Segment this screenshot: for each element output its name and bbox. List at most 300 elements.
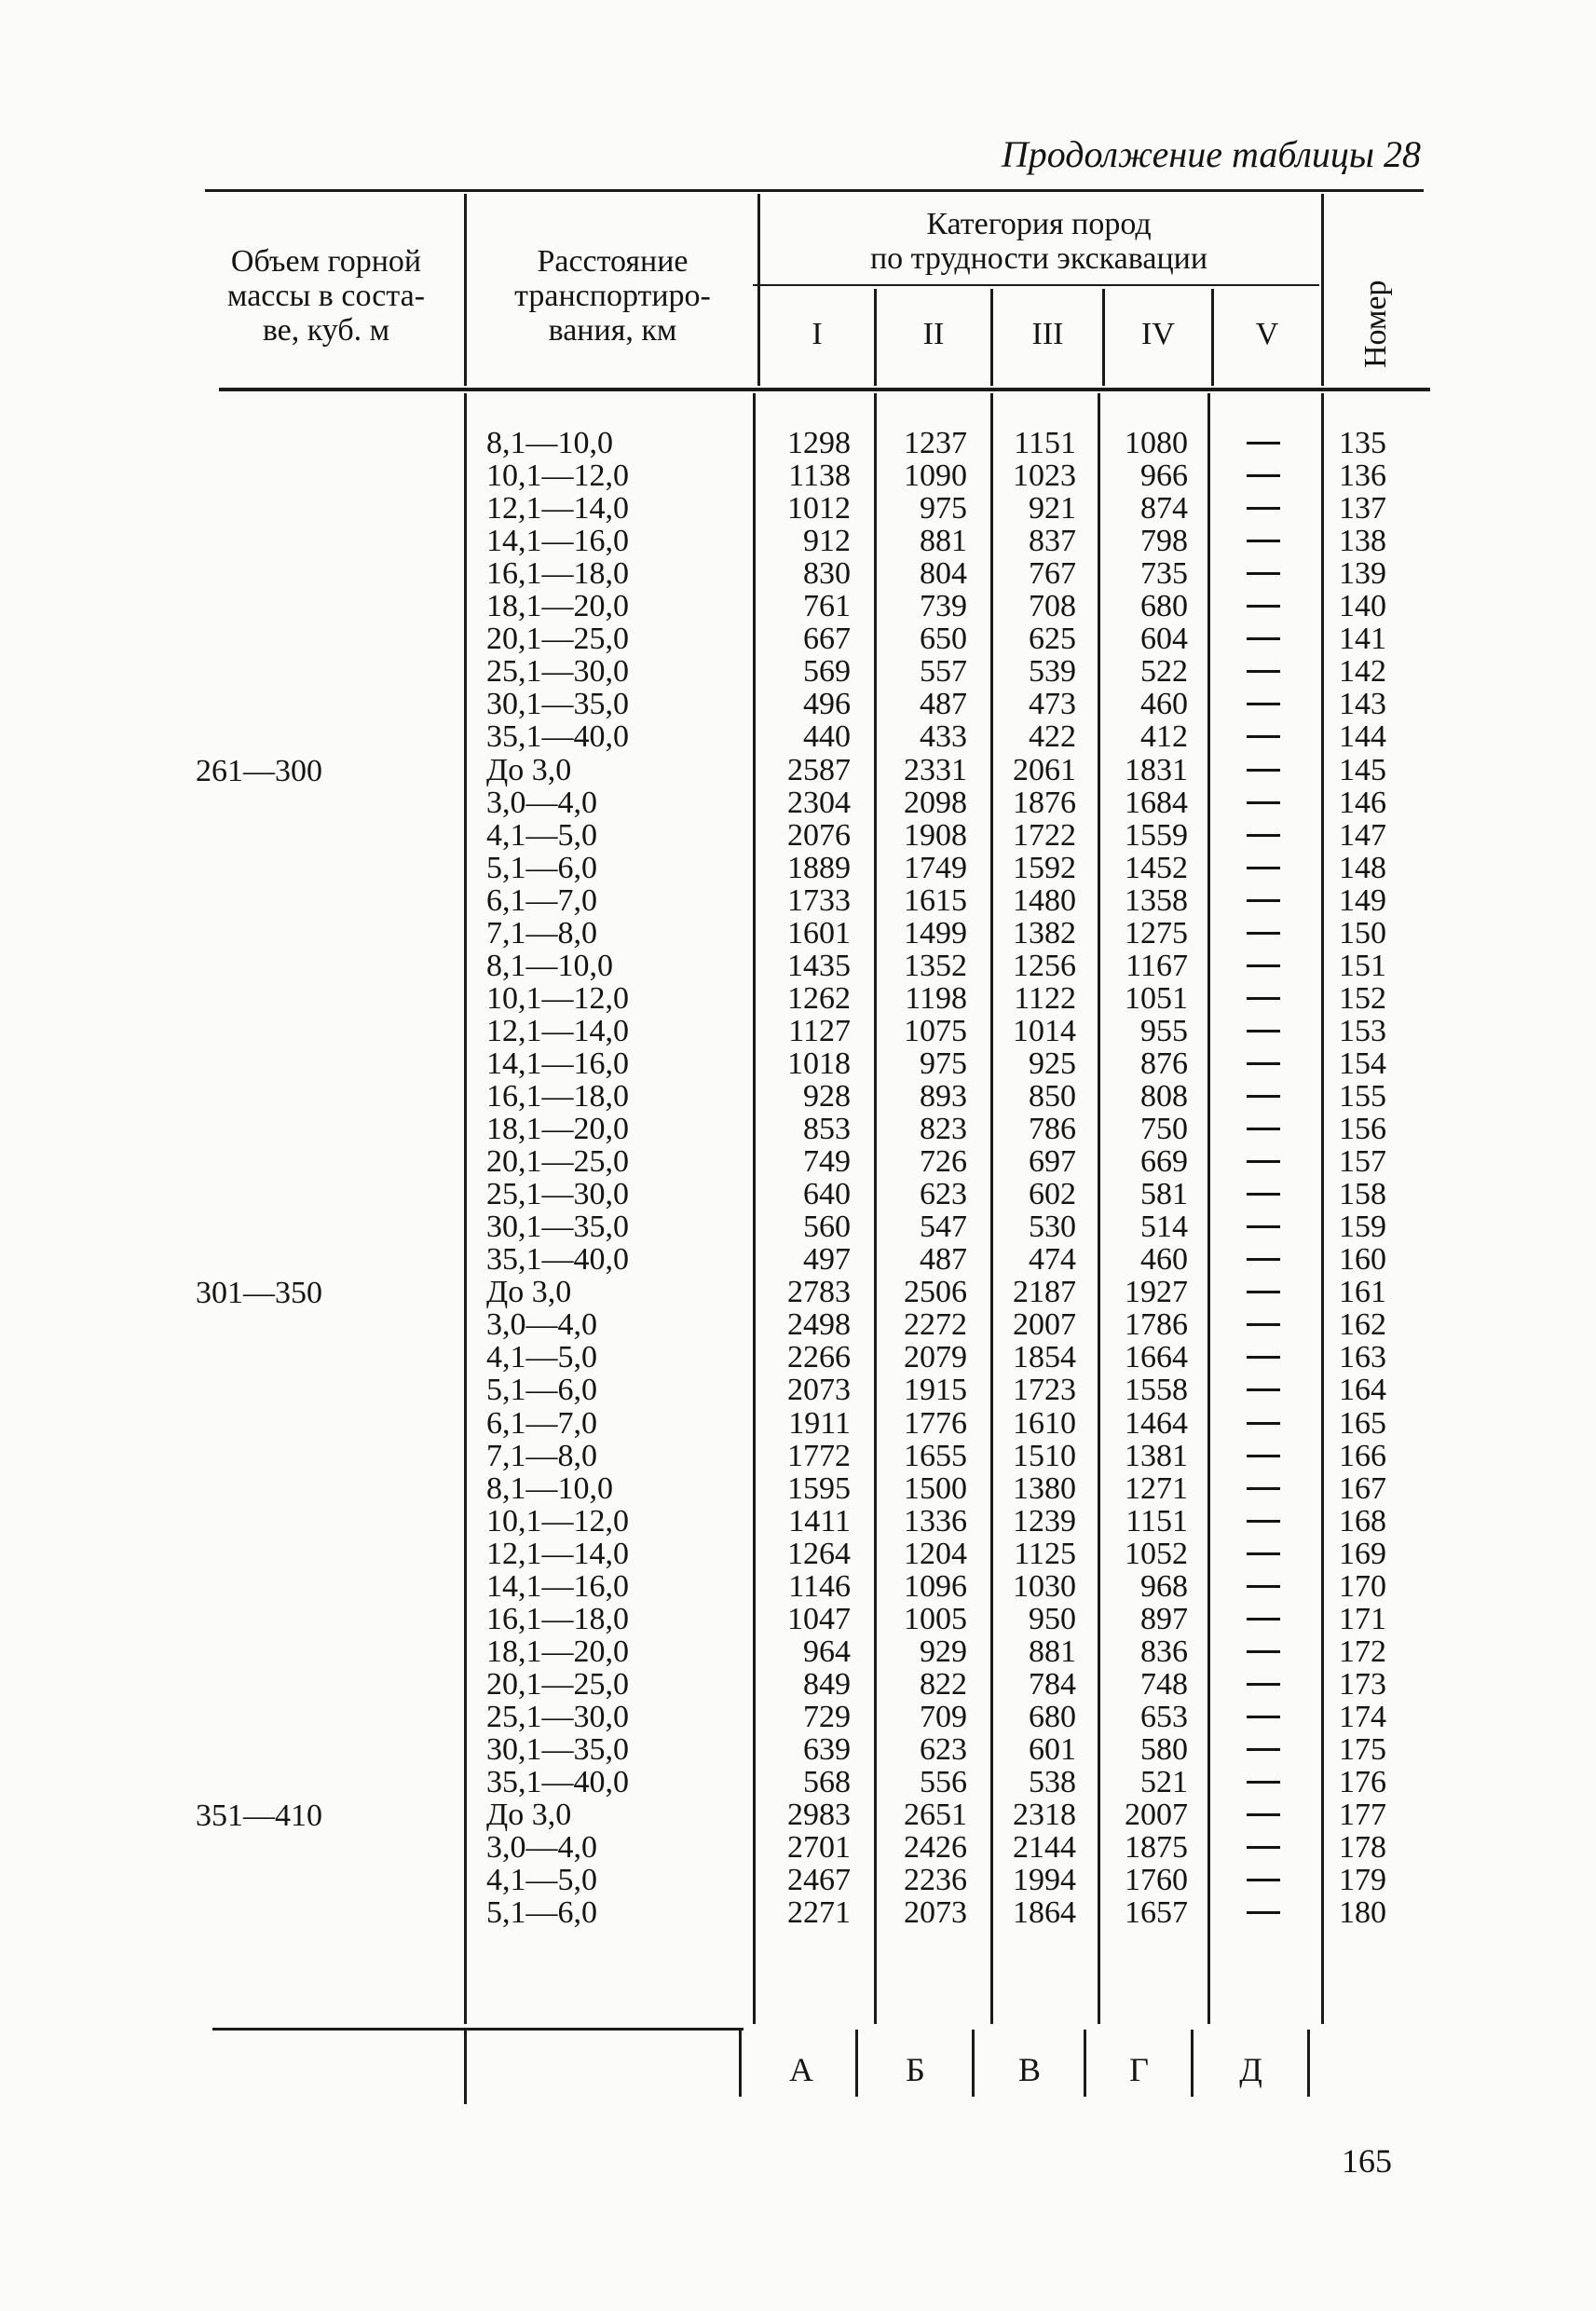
value-cell: 1760 [1125, 1863, 1188, 1897]
row-number: 180 [1339, 1895, 1386, 1930]
row-number: 152 [1339, 981, 1386, 1016]
value-cell: 1722 [1013, 818, 1076, 853]
value-cell: 761 [803, 589, 851, 623]
value-cell: 1776 [904, 1406, 967, 1441]
row-number: 136 [1339, 458, 1386, 493]
value-cell: 786 [1029, 1112, 1076, 1146]
value-cell: 412 [1140, 719, 1188, 754]
distance-cell: 30,1—35,0 [486, 687, 629, 721]
distance-cell: 5,1—6,0 [486, 851, 597, 885]
value-cell: 1908 [904, 818, 967, 853]
row-number: 174 [1339, 1700, 1386, 1734]
header-vline [1321, 194, 1324, 386]
row-number: 155 [1339, 1079, 1386, 1114]
row-number: 141 [1339, 622, 1386, 656]
distance-cell: 10,1—12,0 [486, 458, 629, 493]
value-cell: 1927 [1125, 1275, 1188, 1309]
empty-dash [1247, 637, 1280, 640]
value-cell: 697 [1029, 1144, 1076, 1179]
distance-cell: 4,1—5,0 [486, 818, 597, 853]
value-cell: 1831 [1125, 753, 1188, 787]
empty-dash [1247, 1781, 1280, 1784]
value-cell: 1382 [1013, 916, 1076, 950]
value-cell: 547 [920, 1210, 967, 1244]
value-cell: 2076 [787, 818, 851, 853]
empty-dash [1247, 1650, 1280, 1653]
value-cell: 2587 [787, 753, 851, 787]
empty-dash [1247, 801, 1280, 804]
distance-cell: 8,1—10,0 [486, 949, 613, 983]
value-cell: 1889 [787, 851, 851, 885]
footer-rule [212, 2028, 743, 2031]
value-cell: 1298 [787, 426, 851, 460]
category-header-line: по трудности экскавации [869, 241, 1208, 276]
value-cell: 623 [920, 1732, 967, 1767]
row-number: 165 [1339, 1406, 1386, 1441]
empty-dash [1247, 769, 1280, 772]
value-cell: 487 [920, 1242, 967, 1277]
value-cell: 580 [1140, 1732, 1188, 1767]
value-cell: 1239 [1013, 1504, 1076, 1538]
value-cell: 1592 [1013, 851, 1076, 885]
value-cell: 1167 [1125, 949, 1188, 983]
distance-cell: 14,1—16,0 [486, 524, 629, 558]
value-cell: 822 [920, 1667, 967, 1702]
row-number: 151 [1339, 949, 1386, 983]
row-number: 163 [1339, 1340, 1386, 1374]
body-vline [464, 393, 467, 2024]
category-header-line: Категория пород [926, 207, 1152, 241]
value-cell: 1786 [1125, 1307, 1188, 1342]
value-cell: 2079 [904, 1340, 967, 1374]
value-cell: 1151 [1125, 1504, 1188, 1538]
distance-cell: 35,1—40,0 [486, 1242, 629, 1277]
value-cell: 2073 [787, 1373, 851, 1407]
header-vline [990, 289, 993, 386]
distance-cell: 14,1—16,0 [486, 1046, 629, 1081]
row-number: 138 [1339, 524, 1386, 558]
value-cell: 1723 [1013, 1373, 1076, 1407]
header-vline [1211, 289, 1214, 386]
page-number: 165 [1342, 2142, 1392, 2180]
footer-vline [855, 2030, 858, 2097]
distance-cell: 14,1—16,0 [486, 1569, 629, 1604]
value-cell: 739 [920, 589, 967, 623]
value-cell: 2331 [904, 753, 967, 787]
value-cell: 1772 [787, 1439, 851, 1473]
empty-dash [1247, 932, 1280, 935]
empty-dash [1247, 1422, 1280, 1425]
value-cell: 1452 [1125, 851, 1188, 885]
value-cell: 2073 [904, 1895, 967, 1930]
row-number: 137 [1339, 491, 1386, 526]
value-cell: 955 [1140, 1014, 1188, 1048]
distance-cell: 25,1—30,0 [486, 1700, 629, 1734]
value-cell: 798 [1140, 524, 1188, 558]
value-cell: 1559 [1125, 818, 1188, 853]
distance-cell: 18,1—20,0 [486, 1112, 629, 1146]
value-cell: 1664 [1125, 1340, 1188, 1374]
value-cell: 708 [1029, 589, 1076, 623]
value-cell: 1336 [904, 1504, 967, 1538]
value-cell: 2426 [904, 1830, 967, 1865]
value-cell: 836 [1140, 1634, 1188, 1669]
empty-dash [1247, 540, 1280, 542]
distance-cell: 20,1—25,0 [486, 622, 629, 656]
distance-cell: 10,1—12,0 [486, 1504, 629, 1538]
value-cell: 1876 [1013, 786, 1076, 820]
value-cell: 1023 [1013, 458, 1076, 493]
empty-dash [1247, 735, 1280, 738]
value-cell: 1684 [1125, 786, 1188, 820]
value-cell: 1127 [788, 1014, 851, 1048]
value-cell: 968 [1140, 1569, 1188, 1604]
value-cell: 556 [920, 1765, 967, 1799]
value-cell: 1411 [788, 1504, 851, 1538]
value-cell: 1125 [1014, 1537, 1076, 1571]
empty-dash [1247, 1356, 1280, 1359]
value-cell: 2467 [787, 1863, 851, 1897]
distance-cell: 16,1—18,0 [486, 556, 629, 591]
value-cell: 2651 [904, 1798, 967, 1832]
empty-dash [1247, 1095, 1280, 1098]
value-cell: 1262 [787, 981, 851, 1016]
value-cell: 1018 [787, 1046, 851, 1081]
value-cell: 2061 [1013, 753, 1076, 787]
row-number: 164 [1339, 1373, 1386, 1407]
row-number: 158 [1339, 1177, 1386, 1211]
value-cell: 680 [1029, 1700, 1076, 1734]
value-cell: 830 [803, 556, 851, 591]
value-cell: 874 [1140, 491, 1188, 526]
footer-letter-a: А [789, 2051, 813, 2088]
empty-dash [1247, 1618, 1280, 1620]
volume-header-line: Объем горной [230, 244, 422, 279]
row-number: 148 [1339, 851, 1386, 885]
empty-dash [1247, 1225, 1280, 1228]
distance-header-line: Расстояние [537, 244, 689, 279]
value-cell: 601 [1029, 1732, 1076, 1767]
empty-dash [1247, 899, 1280, 902]
category-header [764, 207, 1314, 276]
footer-letter-g: Г [1129, 2051, 1149, 2088]
value-cell: 2983 [787, 1798, 851, 1832]
distance-cell: 30,1—35,0 [486, 1210, 629, 1244]
category-underline [753, 284, 1319, 286]
header-vline [464, 194, 467, 386]
value-cell: 921 [1029, 491, 1076, 526]
empty-dash [1247, 1552, 1280, 1555]
empty-dash [1247, 834, 1280, 837]
value-cell: 1256 [1013, 949, 1076, 983]
footer-vline [1191, 2030, 1194, 2097]
value-cell: 1146 [788, 1569, 851, 1604]
row-number: 173 [1339, 1667, 1386, 1702]
value-cell: 680 [1140, 589, 1188, 623]
value-cell: 1380 [1013, 1471, 1076, 1506]
footer-vline [464, 2030, 467, 2104]
value-cell: 433 [920, 719, 967, 754]
value-cell: 487 [920, 687, 967, 721]
value-cell: 1615 [904, 883, 967, 918]
value-cell: 1435 [787, 949, 851, 983]
row-number: 159 [1339, 1210, 1386, 1244]
value-cell: 623 [920, 1177, 967, 1211]
empty-dash [1247, 1388, 1280, 1391]
header-vline [874, 289, 877, 386]
row-number: 153 [1339, 1014, 1386, 1048]
empty-dash [1247, 670, 1280, 673]
value-cell: 1014 [1013, 1014, 1076, 1048]
value-cell: 1500 [904, 1471, 967, 1506]
footer-letter-b: Б [906, 2051, 925, 2088]
body-vline [1207, 393, 1210, 2024]
value-cell: 1499 [904, 916, 967, 950]
value-cell: 726 [920, 1144, 967, 1179]
value-cell: 2506 [904, 1275, 967, 1309]
value-cell: 569 [803, 654, 851, 689]
empty-dash [1247, 1585, 1280, 1588]
value-cell: 709 [920, 1700, 967, 1734]
distance-cell: 20,1—25,0 [486, 1144, 629, 1179]
value-cell: 560 [803, 1210, 851, 1244]
value-cell: 667 [803, 622, 851, 656]
row-number: 154 [1339, 1046, 1386, 1081]
empty-dash [1247, 1879, 1280, 1881]
empty-dash [1247, 1846, 1280, 1849]
value-cell: 2783 [787, 1275, 851, 1309]
value-cell: 1358 [1125, 883, 1188, 918]
row-number: 139 [1339, 556, 1386, 591]
value-cell: 897 [1140, 1602, 1188, 1636]
row-number: 168 [1339, 1504, 1386, 1538]
col-header-v: V [1255, 317, 1279, 351]
value-cell: 804 [920, 556, 967, 591]
row-number: 172 [1339, 1634, 1386, 1669]
value-cell: 767 [1029, 556, 1076, 591]
row-number: 144 [1339, 719, 1386, 754]
value-cell: 1096 [904, 1569, 967, 1604]
value-cell: 440 [803, 719, 851, 754]
distance-cell: 25,1—30,0 [486, 654, 629, 689]
row-number: 166 [1339, 1439, 1386, 1473]
value-cell: 1749 [904, 851, 967, 885]
distance-cell: 5,1—6,0 [486, 1895, 597, 1930]
empty-dash [1247, 507, 1280, 510]
value-cell: 640 [803, 1177, 851, 1211]
value-cell: 1657 [1125, 1895, 1188, 1930]
empty-dash [1247, 1030, 1280, 1032]
empty-dash [1247, 1911, 1280, 1914]
value-cell: 1080 [1125, 426, 1188, 460]
value-cell: 1005 [904, 1602, 967, 1636]
value-cell: 1271 [1125, 1471, 1188, 1506]
value-cell: 1237 [904, 426, 967, 460]
volume-header [200, 244, 452, 348]
value-cell: 422 [1029, 719, 1076, 754]
empty-dash [1247, 1683, 1280, 1686]
distance-cell: 3,0—4,0 [486, 1307, 597, 1342]
value-cell: 876 [1140, 1046, 1188, 1081]
value-cell: 1610 [1013, 1406, 1076, 1441]
distance-cell: До 3,0 [486, 1798, 572, 1832]
value-cell: 1558 [1125, 1373, 1188, 1407]
row-number: 145 [1339, 753, 1386, 787]
value-cell: 853 [803, 1112, 851, 1146]
distance-cell: 12,1—14,0 [486, 1014, 629, 1048]
empty-dash [1247, 1455, 1280, 1457]
footer-letter-d: Д [1239, 2051, 1262, 2088]
value-cell: 881 [1029, 1634, 1076, 1669]
table-caption: Продолжение таблицы 28 [1001, 133, 1421, 175]
col-header-iv: IV [1141, 317, 1175, 351]
row-number: 170 [1339, 1569, 1386, 1604]
empty-dash [1247, 572, 1280, 575]
value-cell: 669 [1140, 1144, 1188, 1179]
value-cell: 729 [803, 1700, 851, 1734]
empty-dash [1247, 605, 1280, 608]
footer-vline [1307, 2030, 1310, 2097]
distance-cell: 6,1—7,0 [486, 883, 597, 918]
empty-dash [1247, 867, 1280, 869]
empty-dash [1247, 442, 1280, 444]
value-cell: 881 [920, 524, 967, 558]
value-cell: 1915 [904, 1373, 967, 1407]
value-cell: 2266 [787, 1340, 851, 1374]
value-cell: 460 [1140, 1242, 1188, 1277]
empty-dash [1247, 1062, 1280, 1065]
row-number: 162 [1339, 1307, 1386, 1342]
value-cell: 2318 [1013, 1798, 1076, 1832]
top-rule [205, 189, 1424, 192]
distance-cell: 5,1—6,0 [486, 1373, 597, 1407]
value-cell: 1595 [787, 1471, 851, 1506]
value-cell: 2144 [1013, 1830, 1076, 1865]
value-cell: 1464 [1125, 1406, 1188, 1441]
row-number: 160 [1339, 1242, 1386, 1277]
row-number: 161 [1339, 1275, 1386, 1309]
value-cell: 925 [1029, 1046, 1076, 1081]
value-cell: 1151 [1014, 426, 1076, 460]
value-cell: 2007 [1013, 1307, 1076, 1342]
value-cell: 1012 [787, 491, 851, 526]
value-cell: 568 [803, 1765, 851, 1799]
row-number: 135 [1339, 426, 1386, 460]
distance-cell: 10,1—12,0 [486, 981, 629, 1016]
value-cell: 473 [1029, 687, 1076, 721]
value-cell: 2701 [787, 1830, 851, 1865]
value-cell: 521 [1140, 1765, 1188, 1799]
value-cell: 2098 [904, 786, 967, 820]
distance-cell: 4,1—5,0 [486, 1340, 597, 1374]
distance-cell: 3,0—4,0 [486, 1830, 597, 1865]
empty-dash [1247, 703, 1280, 705]
empty-dash [1247, 1520, 1280, 1523]
value-cell: 837 [1029, 524, 1076, 558]
empty-dash [1247, 1193, 1280, 1196]
value-cell: 604 [1140, 622, 1188, 656]
empty-dash [1247, 1128, 1280, 1130]
empty-dash [1247, 964, 1280, 967]
distance-header [475, 244, 750, 348]
value-cell: 1733 [787, 883, 851, 918]
value-cell: 749 [803, 1144, 851, 1179]
value-cell: 1052 [1125, 1537, 1188, 1571]
value-cell: 1264 [787, 1537, 851, 1571]
footer-vline [1084, 2030, 1086, 2097]
value-cell: 602 [1029, 1177, 1076, 1211]
value-cell: 808 [1140, 1079, 1188, 1114]
col-header-ii: II [922, 317, 945, 351]
value-cell: 975 [920, 1046, 967, 1081]
value-cell: 849 [803, 1667, 851, 1702]
distance-cell: 16,1—18,0 [486, 1602, 629, 1636]
distance-cell: 4,1—5,0 [486, 1863, 597, 1897]
distance-cell: 12,1—14,0 [486, 1537, 629, 1571]
value-cell: 2304 [787, 786, 851, 820]
row-number: 146 [1339, 786, 1386, 820]
value-cell: 1655 [904, 1439, 967, 1473]
row-number: 178 [1339, 1830, 1386, 1865]
row-number: 157 [1339, 1144, 1386, 1179]
row-number: 171 [1339, 1602, 1386, 1636]
value-cell: 748 [1140, 1667, 1188, 1702]
row-number: 177 [1339, 1798, 1386, 1832]
value-cell: 823 [920, 1112, 967, 1146]
value-cell: 1994 [1013, 1863, 1076, 1897]
header-vline [1102, 289, 1105, 386]
value-cell: 1204 [904, 1537, 967, 1571]
distance-cell: 20,1—25,0 [486, 1667, 629, 1702]
value-cell: 1047 [787, 1602, 851, 1636]
volume-group-label: 301—350 [196, 1276, 322, 1310]
value-cell: 514 [1140, 1210, 1188, 1244]
distance-header-line: транспортиро- [514, 279, 711, 313]
value-cell: 893 [920, 1079, 967, 1114]
empty-dash [1247, 474, 1280, 477]
empty-dash [1247, 1258, 1280, 1261]
value-cell: 650 [920, 622, 967, 656]
value-cell: 929 [920, 1634, 967, 1669]
row-number: 150 [1339, 916, 1386, 950]
empty-dash [1247, 1323, 1280, 1326]
row-number: 176 [1339, 1765, 1386, 1799]
value-cell: 2271 [787, 1895, 851, 1930]
row-number: 175 [1339, 1732, 1386, 1767]
value-cell: 474 [1029, 1242, 1076, 1277]
row-number: 143 [1339, 687, 1386, 721]
row-number: 142 [1339, 654, 1386, 689]
value-cell: 1911 [788, 1406, 851, 1441]
distance-cell: 3,0—4,0 [486, 786, 597, 820]
value-cell: 530 [1029, 1210, 1076, 1244]
value-cell: 539 [1029, 654, 1076, 689]
value-cell: 496 [803, 687, 851, 721]
value-cell: 1030 [1013, 1569, 1076, 1604]
value-cell: 1090 [904, 458, 967, 493]
value-cell: 750 [1140, 1112, 1188, 1146]
value-cell: 1122 [1014, 981, 1076, 1016]
value-cell: 653 [1140, 1700, 1188, 1734]
distance-cell: 7,1—8,0 [486, 1439, 597, 1473]
value-cell: 1875 [1125, 1830, 1188, 1865]
row-number: 156 [1339, 1112, 1386, 1146]
value-cell: 557 [920, 654, 967, 689]
value-cell: 964 [803, 1634, 851, 1669]
row-number: 169 [1339, 1537, 1386, 1571]
distance-cell: До 3,0 [486, 753, 572, 787]
value-cell: 1075 [904, 1014, 967, 1048]
